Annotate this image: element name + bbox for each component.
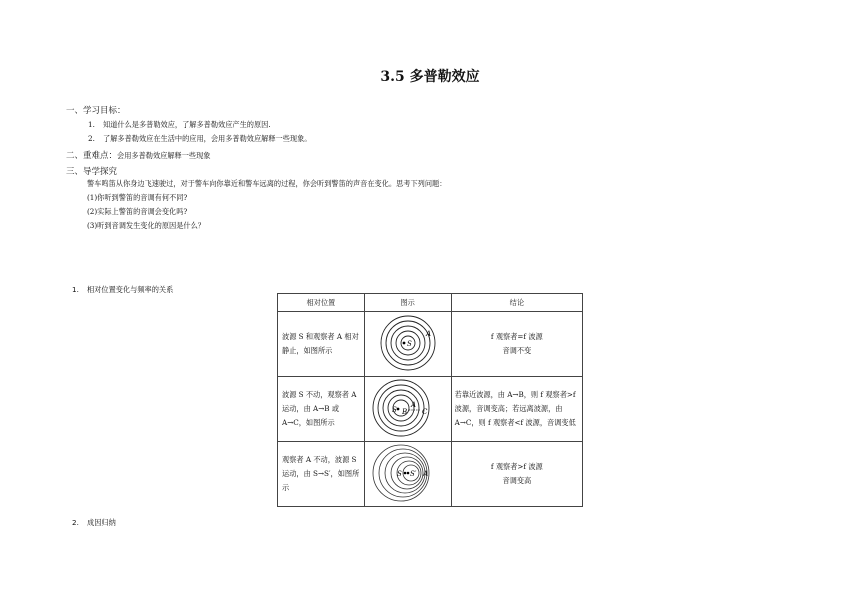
result-formula: f 观察者=f 波源 — [490, 332, 543, 341]
result-note: 音调不变 — [502, 346, 532, 355]
table-header: 相对位置 — [278, 294, 365, 312]
moving-observer-diagram — [365, 377, 451, 439]
source2-label: S′ — [409, 470, 417, 478]
part-2-num: 2. — [72, 518, 79, 527]
table-header: 图示 — [364, 294, 451, 312]
section-2-heading: 二、重难点： — [66, 151, 118, 161]
part-2-heading: 成因归纳 — [87, 518, 116, 527]
part-1-heading: 相对位置变化与频率的关系 — [87, 285, 174, 294]
section-3-heading: 三、导学探究 — [66, 167, 118, 177]
observer-label: A — [422, 470, 428, 478]
diagram-cell — [364, 442, 451, 507]
row-condition: 波源 S 和观察者 A 相对静止，如图所示 — [278, 312, 365, 377]
page-title: 3.5 多普勒效应 — [380, 69, 480, 85]
diagram-cell — [364, 312, 451, 377]
row-result — [451, 442, 582, 507]
row-condition: 观察者 A 不动，波源 S 运动，由 S→S′，如图所示 — [278, 442, 365, 507]
question: (3)听到音调发生变化的原因是什么？ — [87, 221, 205, 230]
source-label: S — [406, 340, 412, 348]
section-2-text: 会用多普勒效应解释一些现象 — [117, 151, 211, 160]
static-waves-diagram — [365, 312, 451, 374]
row-result — [451, 312, 582, 377]
section-2 — [66, 149, 210, 161]
source-label: S — [391, 406, 397, 414]
doppler-table — [277, 293, 583, 507]
list-item: 知道什么是多普勒效应，了解多普勒效应产生的原因. — [103, 120, 271, 129]
list-item-num: 1. — [88, 120, 95, 129]
table-row — [278, 377, 583, 442]
moving-source-diagram — [365, 442, 451, 504]
point-b-label: B — [401, 408, 407, 416]
row-result: 若靠近波源，由 A→B，则 f 观察者>f 波源，音调变高；若远离波源，由 A→C，则 f 观察者<f 波源，音调变低 — [451, 377, 582, 442]
question: (2)实际上警笛的音调会变化吗? — [87, 207, 188, 216]
diagram-cell — [364, 377, 451, 442]
point-c-label: C — [421, 408, 427, 416]
table-row — [278, 312, 583, 377]
result-note: 音调变高 — [502, 476, 532, 485]
source-label: S — [396, 470, 402, 478]
point-a-label: A — [410, 401, 416, 409]
observer-label: A — [425, 330, 431, 338]
list-item: 了解多普勒效应在生活中的应用，会用多普勒效应解释一些现象。 — [103, 134, 312, 143]
part-1-num: 1. — [72, 285, 79, 294]
table-header-row — [278, 294, 583, 312]
result-formula: f 观察者>f 波源 — [490, 462, 543, 471]
question: (1)你听到警笛的音调有何不同? — [87, 193, 188, 202]
section-1-heading: 一、学习目标： — [66, 106, 126, 116]
row-condition: 波源 S 不动，观察者 A 运动，由 A→B 或 A→C，如图所示 — [278, 377, 365, 442]
table-header: 结论 — [451, 294, 582, 312]
table-row — [278, 442, 583, 507]
section-3-intro: 警车鸣笛从你身边飞速驶过，对于警车向你靠近和警车远离的过程，你会听到警笛的声音在变化。思考下列问题： — [87, 179, 447, 188]
list-item-num: 2. — [88, 134, 95, 143]
